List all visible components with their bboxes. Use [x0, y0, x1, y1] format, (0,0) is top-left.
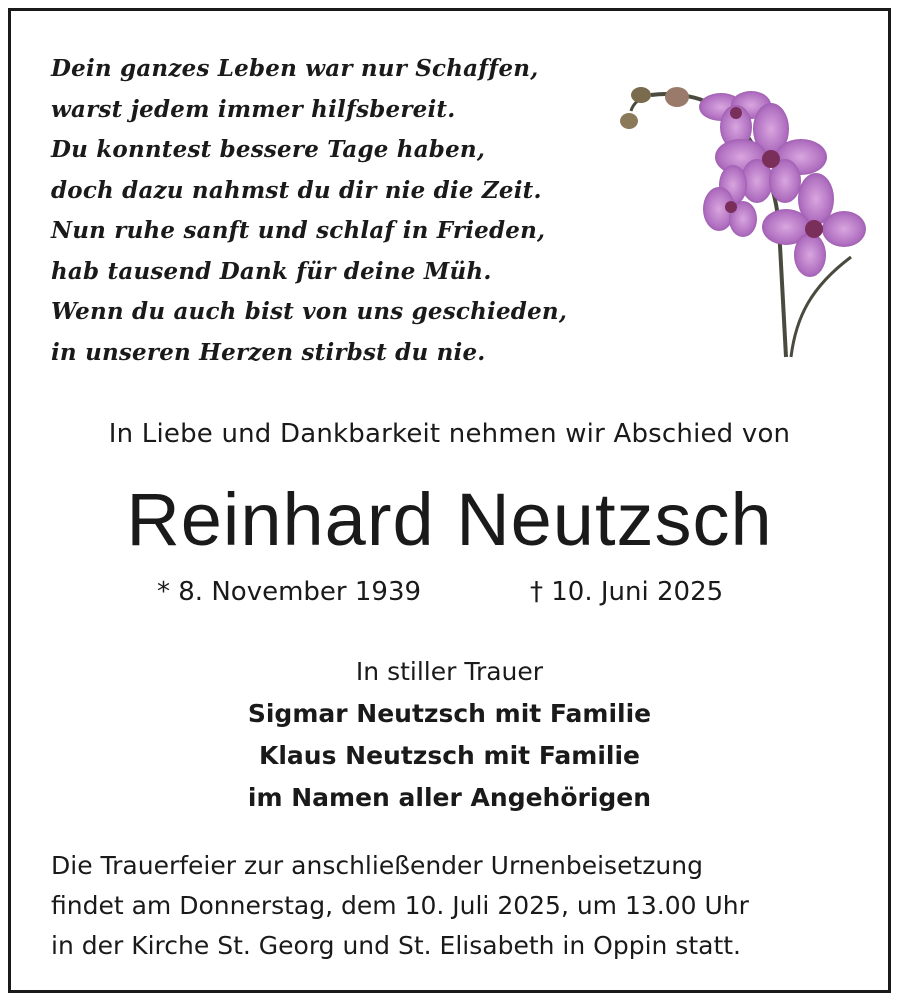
poem-line: in unseren Herzen stirbst du nie. [51, 338, 486, 366]
poem [51, 49, 567, 373]
mourners-heading: In stiller Trauer [355, 657, 544, 686]
mourners-block [11, 651, 888, 819]
mourner-line: Klaus Neutzsch mit Familie [258, 741, 641, 770]
poem-line: Wenn du auch bist von uns geschieden, [51, 298, 568, 325]
farewell-intro: In Liebe und Dankbarkeit nehmen wir Abschied von [108, 419, 791, 449]
poem-line: hab tausend Dank für deine Müh. [51, 257, 492, 285]
obituary-frame [8, 8, 891, 993]
poem-line: Dein ganzes Leben war nur Schaffen, [51, 55, 539, 82]
deceased-name: Reinhard Neutzsch [126, 478, 773, 561]
poem-line: doch dazu nahmst du dir nie die Zeit. [51, 176, 542, 204]
death-date: † 10. Juni 2025 [530, 577, 724, 607]
birth-date: * 8. November 1939 [157, 577, 422, 607]
funeral-line: Die Trauerfeier zur anschließender Urnenbeisetzung [51, 851, 703, 880]
poem-line: Nun ruhe sanft und schlaf in Frieden, [51, 217, 546, 244]
mourner-line: im Namen aller Angehörigen [247, 783, 652, 812]
orchid-flower-icon [611, 77, 871, 367]
funeral-line: in der Kirche St. Georg und St. Elisabeth in Oppin statt. [51, 931, 742, 960]
funeral-details [51, 846, 749, 966]
funeral-line: findet am Donnerstag, dem 10. Juli 2025, um 13.00 Uhr [51, 891, 749, 920]
mourner-line: Sigmar Neutzsch mit Familie [247, 699, 652, 728]
poem-line: warst jedem immer hilfsbereit. [51, 95, 456, 123]
poem-line: Du konntest bessere Tage haben, [51, 136, 486, 163]
